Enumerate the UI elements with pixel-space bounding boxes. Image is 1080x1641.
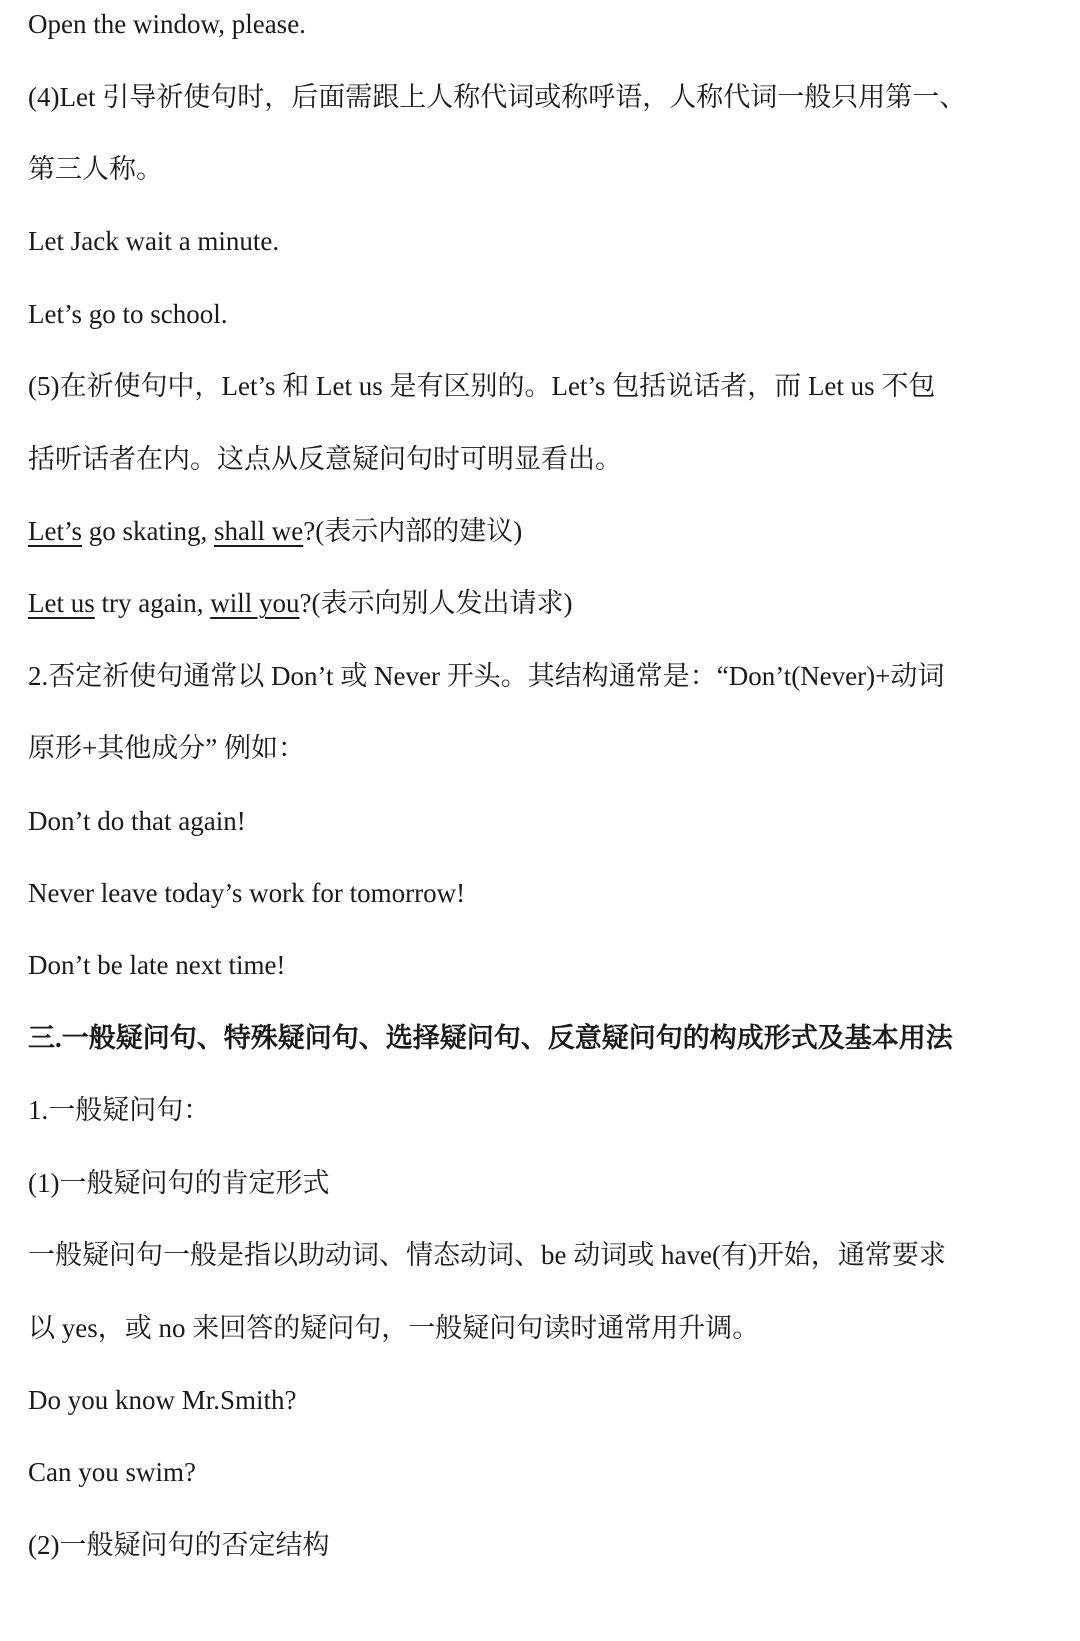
text-line: 2.否定祈使句通常以 Don’t 或 Never 开头。其结构通常是：“Don’t(Never)+动词 — [28, 661, 945, 691]
text-line: Do you know Mr.Smith? — [28, 1385, 297, 1415]
text-line: 1.一般疑问句： — [28, 1095, 211, 1125]
section-heading: 三.一般疑问句、特殊疑问句、选择疑问句、反意疑问句的构成形式及基本用法 — [28, 1023, 953, 1053]
underlined-lets: Let’s — [28, 516, 82, 546]
example-note: ?(表示内部的建议) — [303, 516, 523, 546]
text-line: 原形+其他成分” 例如： — [28, 733, 305, 763]
example-note: ?(表示向别人发出请求) — [299, 588, 573, 618]
text-line: Can you swim? — [28, 1457, 196, 1487]
example-text: go skating, — [82, 516, 214, 546]
example-text: try again, — [94, 588, 211, 618]
text-line: (4)Let 引导祈使句时，后面需跟上人称代词或称呼语，人称代词一般只用第一、 — [28, 82, 967, 112]
text-line: 一般疑问句一般是指以助动词、情态动词、be 动词或 have(有)开始，通常要求 — [28, 1240, 946, 1270]
text-line: Never leave today’s work for tomorrow! — [28, 878, 466, 908]
text-line: 括听话者在内。这点从反意疑问句时可明显看出。 — [28, 444, 622, 474]
text-line: (2)一般疑问句的否定结构 — [28, 1530, 330, 1560]
text-line: Don’t do that again! — [28, 806, 246, 836]
text-line: (1)一般疑问句的肯定形式 — [28, 1168, 330, 1198]
text-line: Open the window, please. — [28, 9, 306, 39]
example-line-lets — [28, 513, 1060, 549]
underlined-will-you: will you — [210, 588, 300, 618]
underlined-let-us: Let us — [28, 588, 95, 618]
example-line-let-us — [28, 585, 1060, 621]
text-line: 以 yes，或 no 来回答的疑问句，一般疑问句读时通常用升调。 — [28, 1313, 760, 1343]
text-line: Don’t be late next time! — [28, 950, 286, 980]
underlined-shall-we: shall we — [214, 516, 304, 546]
text-line: Let’s go to school. — [28, 299, 228, 329]
text-line: 第三人称。 — [28, 154, 163, 184]
text-line: (5)在祈使句中，Let’s 和 Let us 是有区别的。Let’s 包括说话者，而 Let us 不包 — [28, 371, 936, 401]
text-line: Let Jack wait a minute. — [28, 226, 280, 256]
